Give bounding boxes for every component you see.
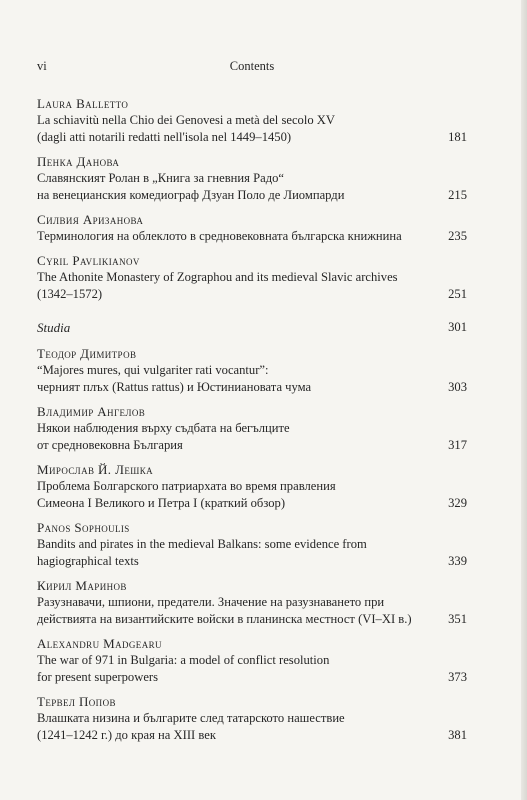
running-title: Contents (229, 59, 275, 73)
entry-title-line: for present superpowers (37, 670, 158, 684)
section-page-number: 301 (448, 320, 467, 334)
entry-page-number: 235 (448, 229, 467, 243)
entry-page-number: 181 (448, 130, 467, 144)
toc-entries-after (37, 345, 467, 744)
entry-title-line: hagiographical texts (37, 554, 139, 568)
entry-title-line: “Majores mures, qui vulgariter rati vocantur”: (37, 363, 269, 377)
toc-entry (37, 153, 467, 204)
entry-author: Cyril Pavlikianov (37, 253, 140, 268)
toc-entry (37, 403, 467, 454)
entry-title-line: Разузнавачи, шпиони, предатели. Значение на разузнаването при (37, 595, 385, 609)
entry-author: Тервел Попов (37, 694, 116, 709)
entry-title-line: The Athonite Monastery of Zographou and its medieval Slavic archives (37, 270, 398, 284)
entry-author: Пенка Данова (37, 154, 120, 169)
entry-title-line: Славянският Ролан в „Книга за гневния Радо“ (37, 171, 284, 185)
entry-title-line: La schiavitù nella Chio dei Genovesi a metà del secolo XV (37, 113, 335, 127)
toc-entry (37, 345, 467, 396)
toc-entry (37, 252, 467, 303)
toc-entries-before (37, 95, 467, 303)
entry-page-number: 351 (448, 612, 467, 626)
entry-page-number: 329 (448, 496, 467, 510)
entry-title-line: Bandits and pirates in the medieval Balkans: some evidence from (37, 537, 367, 551)
entry-title-line: Терминология на облеклото в средновековната българска книжнина (37, 229, 402, 243)
entry-title-line: Някои наблюдения върху съдбата на бегълците (37, 421, 290, 435)
toc-entry (37, 635, 467, 686)
entry-page-number: 215 (448, 188, 467, 202)
toc-entry (37, 519, 467, 570)
entry-author: Владимир Ангелов (37, 404, 146, 419)
entry-author: Panos Sophoulis (37, 520, 130, 535)
entry-page-number: 381 (448, 728, 467, 742)
entry-title-line: The war of 971 in Bulgaria: a model of conflict resolution (37, 653, 330, 667)
entry-page-number: 251 (448, 287, 467, 301)
entry-page-number: 339 (448, 554, 467, 568)
toc-entry (37, 693, 467, 744)
entry-author: Alexandru Madgearu (37, 636, 162, 651)
entry-author: Теодор Димитров (37, 346, 137, 361)
section-label: Studia (37, 320, 71, 335)
toc-entry (37, 577, 467, 628)
entry-page-number: 373 (448, 670, 467, 684)
entry-title-line: (1241–1242 г.) до края на XIII век (37, 728, 216, 742)
toc-section-heading (37, 319, 467, 337)
entry-title-line: (dagli atti notarili redatti nell'isola nel 1449–1450) (37, 130, 292, 144)
page-header (37, 59, 467, 77)
entry-title-line: Влашката низина и българите след татарското нашествие (37, 711, 345, 725)
entry-title-line: Проблема Болгарского патриархата во время правления (37, 479, 336, 493)
toc-entry (37, 461, 467, 512)
entry-title-line: действията на византийските войски в планинска местност (VI–XI в.) (37, 612, 412, 626)
entry-title-line: Симеона I Великого и Петра I (краткий обзор) (37, 496, 286, 510)
table-of-contents (37, 95, 467, 751)
entry-title-line: от средновековна България (37, 438, 183, 452)
entry-author: Laura Balletto (37, 96, 129, 111)
entry-author: Силвия Аризанова (37, 212, 144, 227)
toc-entry (37, 211, 467, 245)
entry-author: Мирослав Й. Лешка (37, 462, 154, 477)
page-edge-shadow (521, 0, 527, 800)
entry-page-number: 317 (448, 438, 467, 452)
toc-entry (37, 95, 467, 146)
entry-title-line: (1342–1572) (37, 287, 103, 301)
entry-title-line: на венецианския комедиограф Дзуан Поло де Лиомпарди (37, 188, 345, 202)
entry-author: Кирил Маринов (37, 578, 127, 593)
entry-page-number: 303 (448, 380, 467, 394)
folio-number: vi (37, 59, 47, 73)
entry-title-line: черният плъх (Rattus rattus) и Юстиниановата чума (37, 380, 312, 394)
